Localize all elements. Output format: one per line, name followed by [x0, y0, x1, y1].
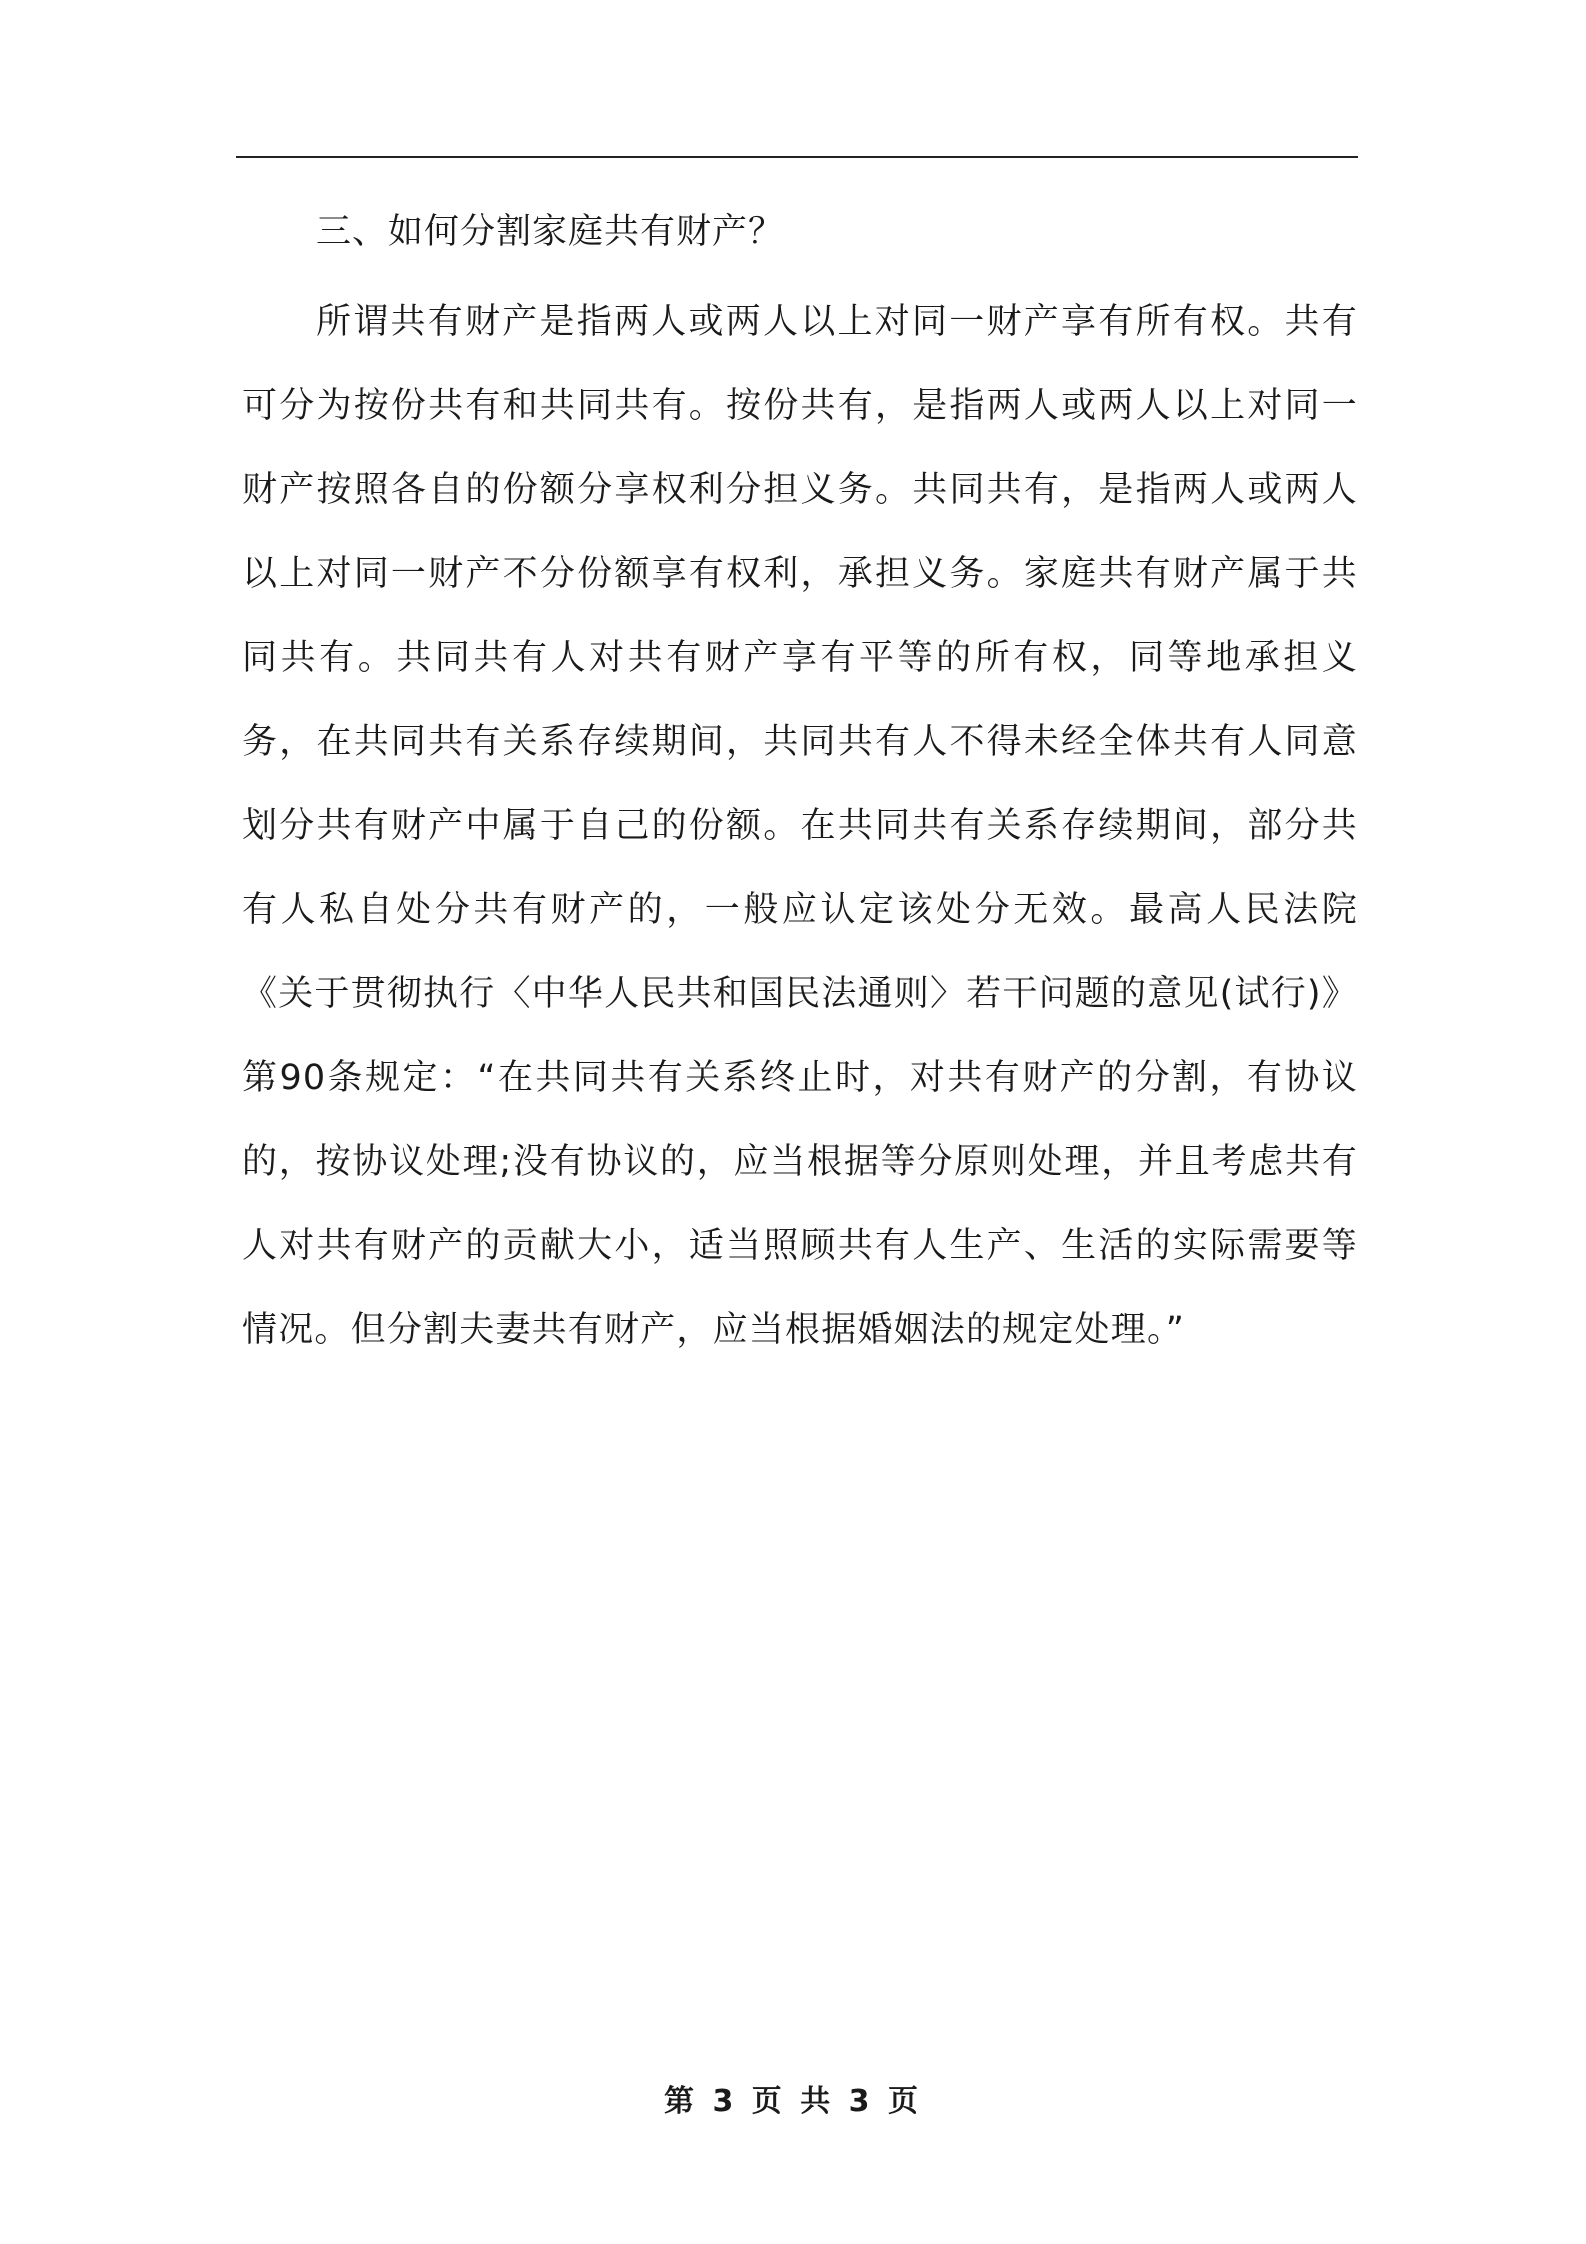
page-number-footer: 第 3 页 共 3 页 — [664, 2084, 922, 2119]
section-heading: 三、如何分割家庭共有财产？ — [316, 212, 785, 252]
header-rule — [236, 156, 1358, 158]
body-paragraph: 所谓共有财产是指两人或两人以上对同一财产享有所有权。共有可分为按份共有和共同共有。按份共有，是指两人或两人以上对同一财产按照各自的份额分享权利分担义务。共同共有，是指两人或两人以上对同一财产不分份额享有权利，承担义务。家庭共有财产属于共同共有。共同共有人对共有财产享有平等的所有权，同等地承担义务，在共同共有关系存续期间，共同共有人不得未经全体共有人同意划分共有财产中属于自己的份额。在共同共有关系存续期间，部分共有人私自处分共有财产的，一般应认定该处分无效。最高人民法院《关于贯彻执行〈中华人民共和国民法通则〉若干问题的意见(试行)》第90条规定：“在共同共有关系终止时，对共有财产的分割，有协议的，按协议处理;没有协议的，应当根据等分原则处理，并且考虑共有人对共有财产的贡献大小，适当照顾共有人生产、生活的实际需要等情况。但分割夫妻共有财产，应当根据婚姻法的规定处理。” — [242, 302, 1358, 1350]
document-body — [242, 200, 1358, 1372]
